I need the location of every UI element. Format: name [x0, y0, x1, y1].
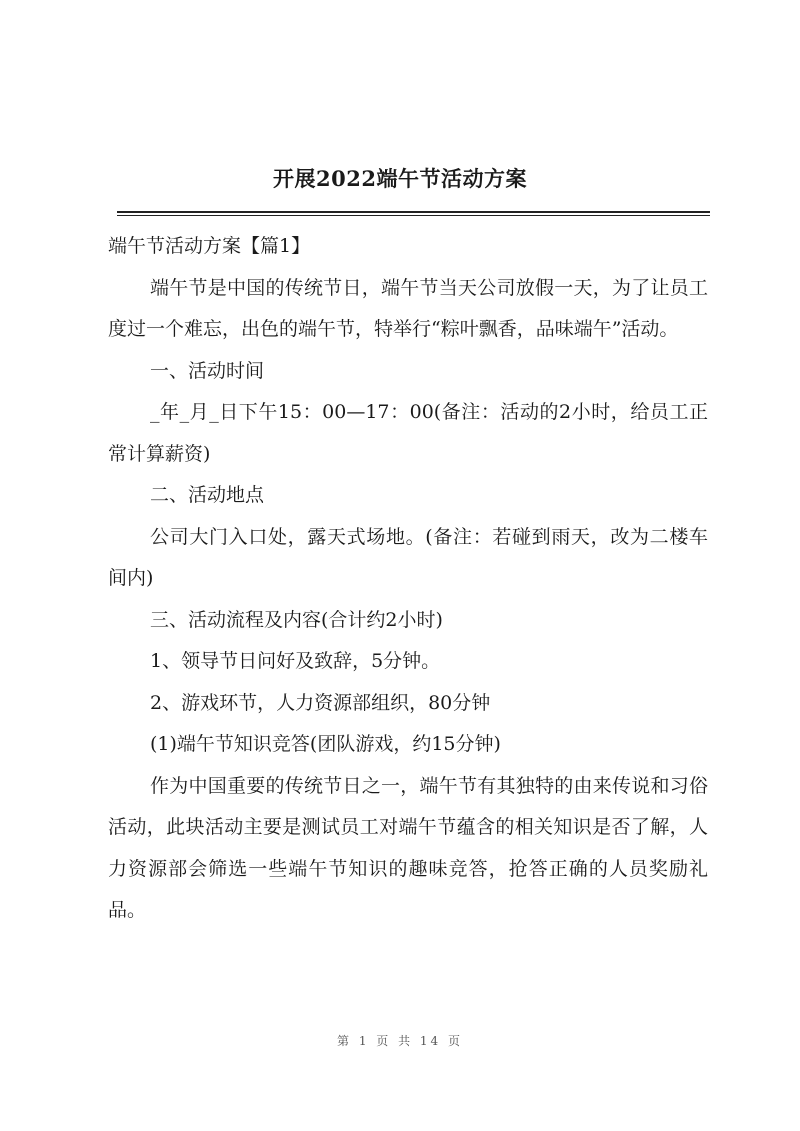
section-heading: 端午节活动方案【篇1】 — [108, 235, 311, 257]
activity-location-text: 公司大门入口处，露天式场地。(备注：若碰到雨天，改为二楼车间内) — [108, 525, 708, 589]
document-title: 开展2022端午节活动方案 — [273, 166, 527, 191]
process-item-2: 2、游戏环节，人力资源部组织，80分钟 — [150, 691, 491, 714]
title-divider-thin — [117, 215, 710, 216]
quiz-description: 作为中国重要的传统节日之一，端午节有其独特的由来传说和习俗活动，此块活动主要是测试员工对端午节蕴含的相关知识是否了解，人力资源部会筛选一些端午节知识的趣味竞答，抢答正确的人员奖励礼品。 — [108, 774, 708, 921]
process-subitem-1: (1)端午节知识竞答(团队游戏，约15分钟) — [150, 733, 501, 755]
heading-activity-process: 三、活动流程及内容(合计约2小时) — [150, 608, 443, 631]
heading-activity-time: 一、活动时间 — [150, 359, 265, 382]
intro-paragraph: 端午节是中国的传统节日，端午节当天公司放假一天，为了让员工度过一个难忘，出色的端午节，特举行“粽叶飘香，品味端午”活动。 — [108, 276, 708, 340]
process-item-1: 1、领导节日问好及致辞，5分钟。 — [150, 650, 441, 672]
page-footer: 第 1 页 共 14 页 — [337, 1034, 463, 1048]
document-body — [108, 226, 708, 932]
activity-time-text: _年_月_日下午15：00—17：00(备注：活动的2小时，给员工正常计算薪资) — [108, 401, 708, 465]
title-divider-thick — [117, 211, 710, 213]
heading-activity-location: 二、活动地点 — [150, 484, 265, 506]
